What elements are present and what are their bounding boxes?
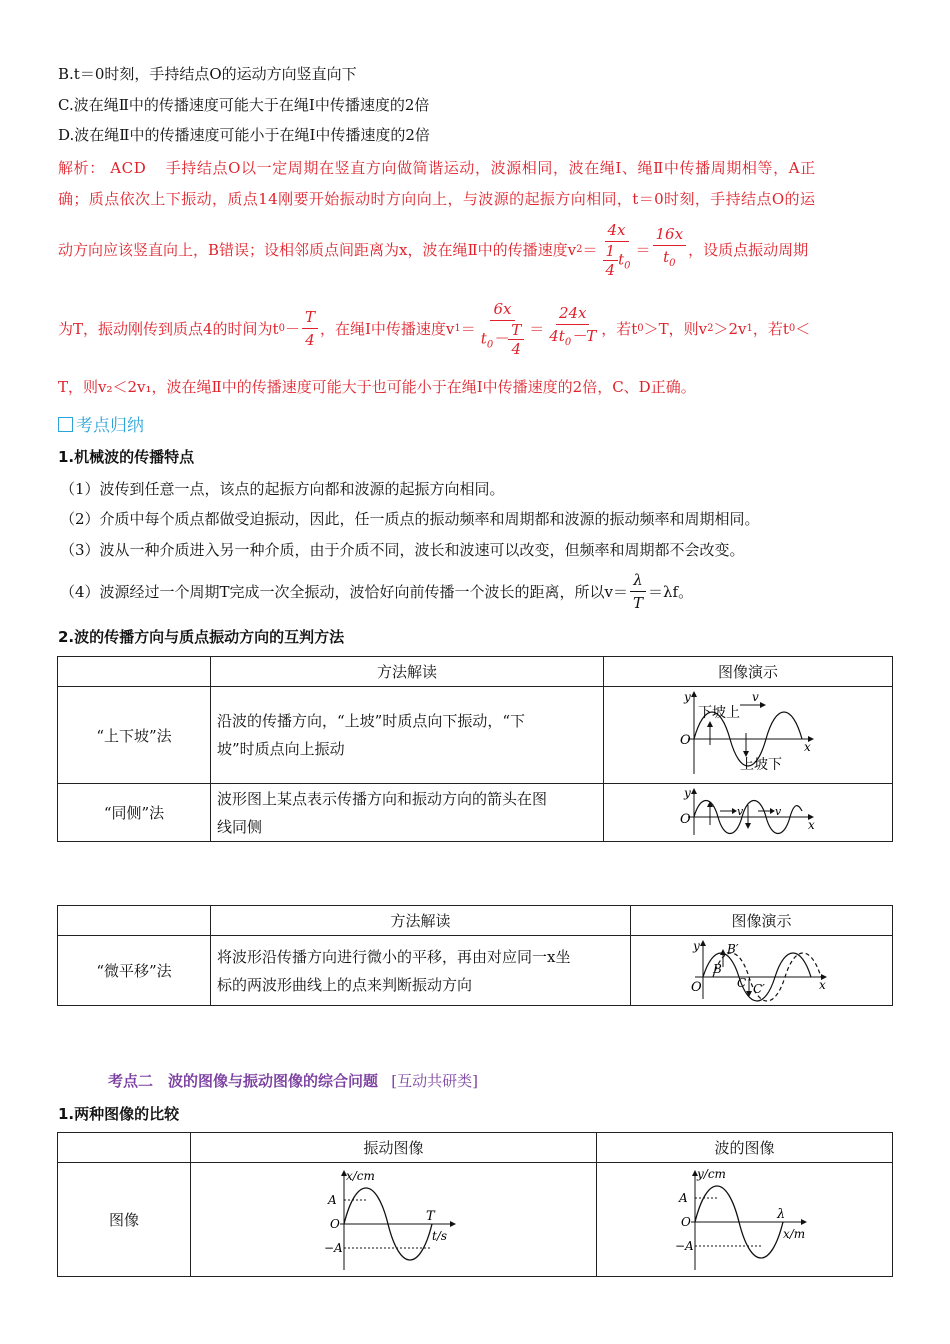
method-name-sameside: “同侧”法 [58,784,211,842]
wave-graph-figure [673,1166,813,1274]
section3-title: 1.两种图像的比较 [58,1105,180,1123]
svg-text:λ: λ [777,1206,786,1222]
section1-item-2: （2）介质中每个质点都做受迫振动，因此，任一质点的振动频率和周期都和波源的振动频率和周期相同。 [60,510,760,528]
kaodian-title: 考点归纳 [76,416,144,436]
fraction-inner-den: 4 [511,340,521,358]
svg-text:x: x [808,817,815,832]
svg-text:A: A [328,1192,337,1207]
svg-text:y: y [684,786,691,800]
analysis-line-1 [58,157,816,178]
analysis-answer: ACD [110,159,147,177]
updown-wave-figure [680,689,820,781]
section1-item4-text-b: ＝λf。 [648,582,694,601]
figure-cell-wave [597,1163,893,1277]
analysis-text-4a: 为T，振动刚传到质点4的时间为t [58,319,279,338]
fraction-16x [653,223,687,275]
method-name-updown: “上下坡”法 [58,687,211,784]
analysis-line-2: 确；质点依次上下振动，质点14刚要开始振动时方向向上，与波源的起振方向相同，t＝0时刻，手持结点O的运 [58,190,816,208]
svg-text:v: v [752,690,759,704]
analysis-line-4: 为T，振动刚传到质点4的时间为t 0 － $\frac{T}{4}$ ，在绳Ⅰ中传播速度v 1 ＝ 6x $t_0-$ $\frac{T}{4}$ ＝ $\frac{24x}{4t_0-T}$ ，若t 0 ＞T，则v 2 ＞2v 1 ，若t 0 ＜ [58,300,811,358]
fraction-inner-num: T [508,321,524,340]
sameside-wave-figure [680,787,820,839]
fraction-inner-den: 4 [605,261,616,279]
figure-cell-shift [631,936,893,1006]
svg-text:−A: −A [324,1240,343,1255]
fraction-24x [546,302,599,354]
header-method-2: 方法解读 [211,906,631,936]
methods-table [57,656,893,842]
svg-text:O: O [691,979,702,995]
section2-title: 2.波的传播方向与质点振动方向的互判方法 [58,628,345,646]
svg-text:B: B [713,961,722,976]
analysis-text-1: 手持结点O以一定周期在竖直方向做简谐运动，波源相同，波在绳Ⅰ、绳Ⅱ中传播周期相等，A正 [165,159,816,177]
svg-text:T: T [426,1208,435,1224]
col-wave: 波的图像 [597,1133,893,1163]
fraction-numerator: 24x [556,302,590,325]
figure-cell-sameside [604,784,893,842]
section1-item-1: （1）波传到任意一点，该点的起振方向都和波源的起振方向相同。 [60,480,505,498]
header-image: 图像演示 [604,657,893,687]
fraction-denominator: 4 [305,330,315,349]
section1-item4-text-a: （4）波源经过一个周期T完成一次全振动，波恰好向前传播一个波长的距离，所以v＝ [60,582,629,601]
analysis-text-4d: ＞T，则v [643,319,708,338]
svg-text:y: y [684,690,691,704]
option-d: D.波在绳Ⅱ中的传播速度可能小于在绳Ⅰ中传播速度的2倍 [58,126,430,144]
fraction-lambda-t: $\frac{\lambda}{T}$ [630,569,646,614]
fraction-denominator: $4t_0-T$ [549,327,597,348]
header-method: 方法解读 [211,657,604,687]
svg-text:v: v [737,804,744,818]
svg-text:上坡下: 上坡下 [740,757,782,773]
square-icon [58,417,73,432]
svg-text:x: x [819,977,826,992]
svg-text:x: x [804,740,811,754]
shift-wave-figure [687,939,832,1003]
svg-text:C: C [737,975,747,990]
svg-text:O: O [681,1214,691,1229]
method-name-shift: “微平移”法 [58,936,211,1006]
fraction-numerator: 16x [653,223,687,246]
analysis-text-4c: ，若t [601,319,638,338]
svg-text:y: y [693,938,700,953]
kaodian2-tag: [互动共研类] [391,1072,478,1090]
analysis-text-4g: ＜ [795,319,811,338]
kaodian2-heading [108,1070,478,1091]
svg-text:O: O [680,733,691,748]
svg-text:t/s: t/s [432,1228,448,1243]
fraction-denominator: $t_0-$ $\frac{T}{4}$ [478,321,527,358]
section1-item-4 [60,567,693,615]
analysis-text-3a: 动方向应该竖直向上，B错误；设相邻质点间距离为x，波在绳Ⅱ中的传播速度v [58,240,577,259]
analysis-text-4b: ，在绳Ⅰ中传播速度v [319,319,455,338]
col-vibration: 振动图像 [191,1133,597,1163]
figure-cell-vibration [191,1163,597,1277]
svg-text:x/m: x/m [783,1226,806,1241]
svg-text:A: A [679,1190,688,1205]
option-c: C.波在绳Ⅱ中的传播速度可能大于在绳Ⅰ中传播速度的2倍 [58,96,430,114]
analysis-line-3: 动方向应该竖直向上，B错误；设相邻质点间距离为x，波在绳Ⅱ中的传播速度v 2 ＝ 4x $\frac{1}{4}$ $t_0$ ＝ $\frac{16x}{t_0}$ ，设质点振动周期 [58,221,809,279]
svg-text:下坡上: 下坡上 [698,705,740,721]
svg-text:O: O [330,1216,340,1231]
option-b: B.t＝0时刻，手持结点O的运动方向竖直向下 [58,65,357,83]
method-desc-shift: 将波形沿传播方向进行微小的平移，再由对应同一x坐 标的两波形曲线上的点来判断振动方向 [211,936,631,1006]
figure-cell-updown [604,687,893,784]
svg-text:−A: −A [675,1238,694,1253]
graph-compare-table [57,1132,893,1277]
svg-text:C′: C′ [753,981,765,996]
fraction-numerator: 4x [605,219,629,242]
svg-text:x/cm: x/cm [346,1168,375,1183]
vibration-graph-figure [322,1166,462,1274]
header-image-2: 图像演示 [631,906,893,936]
fraction-denominator: $t_0$ [663,248,676,269]
svg-text:O: O [680,811,691,827]
method-desc-sameside: 波形图上某点表示传播方向和振动方向的箭头在图 线同侧 [211,784,604,842]
fraction-v2 [600,219,634,279]
fraction-numerator: 6x [490,298,514,321]
kaodian-heading [58,411,144,436]
row-label-image: 图像 [58,1163,191,1277]
shift-method-table [57,905,893,1006]
analysis-text-4f: ，若t [752,319,789,338]
fraction-numerator: T [302,306,318,329]
analysis-line-5: T，则v₂＜2v₁，波在绳Ⅱ中的传播速度可能大于也可能小于在绳Ⅰ中传播速度的2倍，C、D正确。 [58,378,696,396]
kaodian2-title: 考点二 波的图像与振动图像的综合问题 [108,1072,379,1090]
svg-text:y/cm: y/cm [697,1166,726,1181]
analysis-text-4e: ＞2v [713,319,747,338]
fraction-t4 [302,306,318,351]
method-desc-updown: 沿波的传播方向，“上坡”时质点向下振动，“下 坡”时质点向上振动 [211,687,604,784]
svg-text:v: v [775,804,782,818]
fraction-denominator: $\frac{1}{4}$ $t_0$ [600,242,634,279]
svg-text:B′: B′ [727,941,739,956]
fraction-v1 [478,298,527,358]
section1-item-3: （3）波从一种介质进入另一种介质，由于介质不同，波长和波速可以改变，但频率和周期都不会改变。 [60,541,745,559]
analysis-label: 解析： [58,159,105,177]
section1-title: 1.机械波的传播特点 [58,448,195,466]
analysis-text-3b: ，设质点振动周期 [688,240,809,259]
fraction-inner-num: 1 [603,242,619,261]
